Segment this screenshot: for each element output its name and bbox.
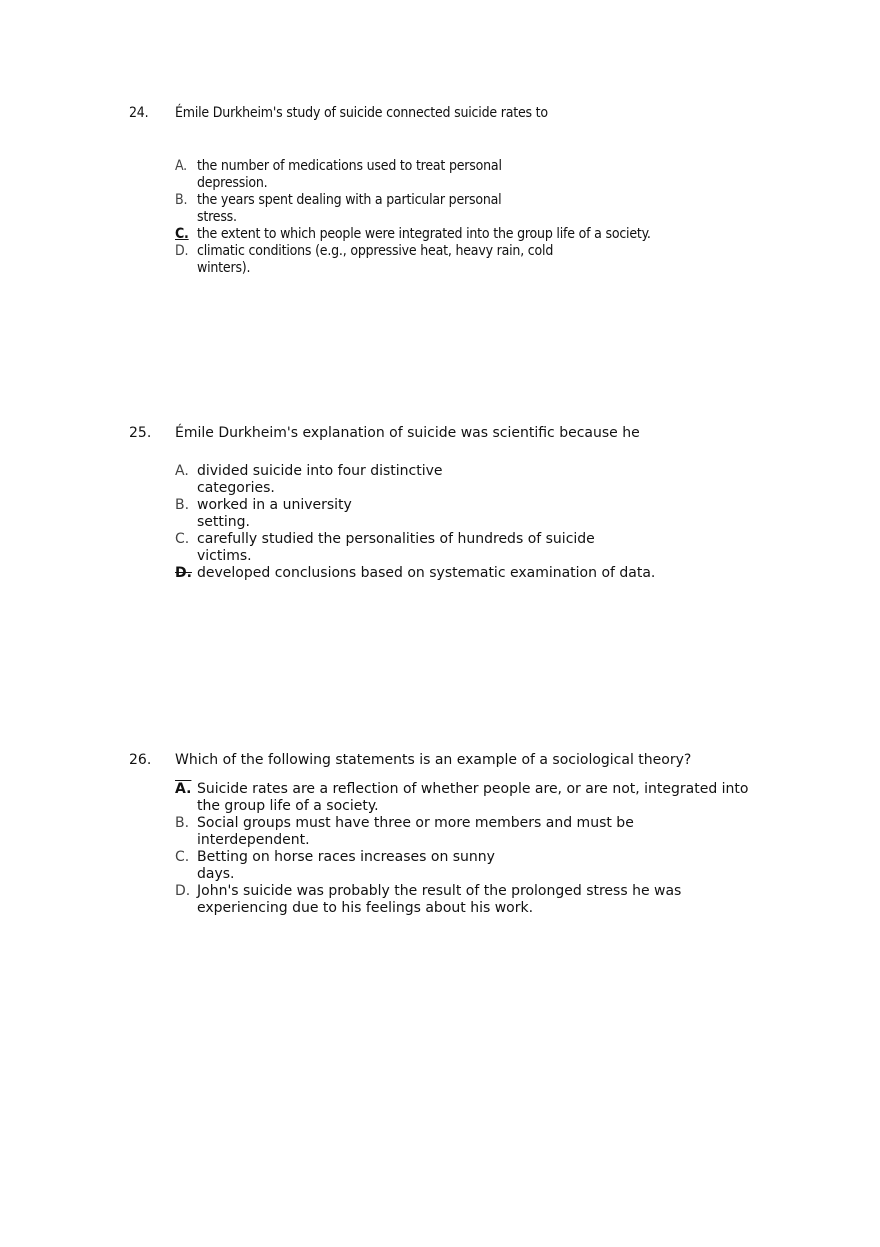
option-text: the extent to which people were integrated into the group life of a society. (197, 226, 651, 242)
option-c-correct (175, 226, 809, 243)
option-text: climatic conditions (e.g., oppressive heat, heavy rain, cold winters). (197, 243, 554, 276)
option-text: carefully studied the personalities of hundreds of suicide victims. (197, 531, 595, 564)
option-label: D. (175, 243, 189, 259)
question-26 (129, 752, 809, 917)
question-text: Which of the following statements is an example of a sociological theory? (175, 752, 692, 768)
option-label: D. (175, 883, 191, 899)
option-a (175, 463, 809, 497)
question-number: 25. (129, 425, 152, 441)
correct-answer-label: C. (175, 226, 189, 242)
option-label: B. (175, 192, 188, 208)
option-label: B. (175, 497, 190, 513)
correct-answer-label: A. (175, 781, 192, 797)
option-d (175, 243, 809, 277)
option-text: worked in a university setting. (197, 497, 352, 530)
option-c (175, 531, 809, 565)
option-text: Social groups must have three or more members and must be interdependent. (197, 815, 634, 848)
option-label: C. (175, 531, 190, 547)
question-text: Émile Durkheim's explanation of suicide was scientific because he (175, 425, 640, 441)
option-label: C. (175, 849, 190, 865)
correct-answer-label: D. (175, 565, 192, 581)
option-b (175, 815, 809, 849)
option-c (175, 849, 809, 883)
option-text: John's suicide was probably the result of the prolonged stress he was experiencing due to his feelings about his work. (197, 883, 682, 916)
option-b (175, 497, 809, 531)
option-b (175, 192, 809, 226)
option-d (175, 883, 809, 917)
question-number: 26. (129, 752, 152, 768)
option-text: developed conclusions based on systematic examination of data. (197, 565, 656, 581)
question-text: Émile Durkheim's study of suicide connected suicide rates to (175, 105, 548, 121)
question-25 (129, 425, 809, 582)
option-label: A. (175, 463, 189, 479)
option-label: B. (175, 815, 190, 831)
question-number: 24. (129, 105, 149, 121)
option-text: Betting on horse races increases on sunny days. (197, 849, 495, 882)
option-d-correct (175, 565, 809, 582)
option-text: the number of medications used to treat personal depression. (197, 158, 502, 191)
option-text: Suicide rates are a reflection of whether people are, or are not, integrated into the group life of a society. (197, 781, 749, 814)
option-a (175, 158, 809, 192)
option-a-correct (175, 781, 809, 815)
question-24 (129, 105, 809, 277)
option-text: divided suicide into four distinctive categories. (197, 463, 443, 496)
option-label: A. (175, 158, 187, 174)
option-text: the years spent dealing with a particular personal stress. (197, 192, 502, 225)
